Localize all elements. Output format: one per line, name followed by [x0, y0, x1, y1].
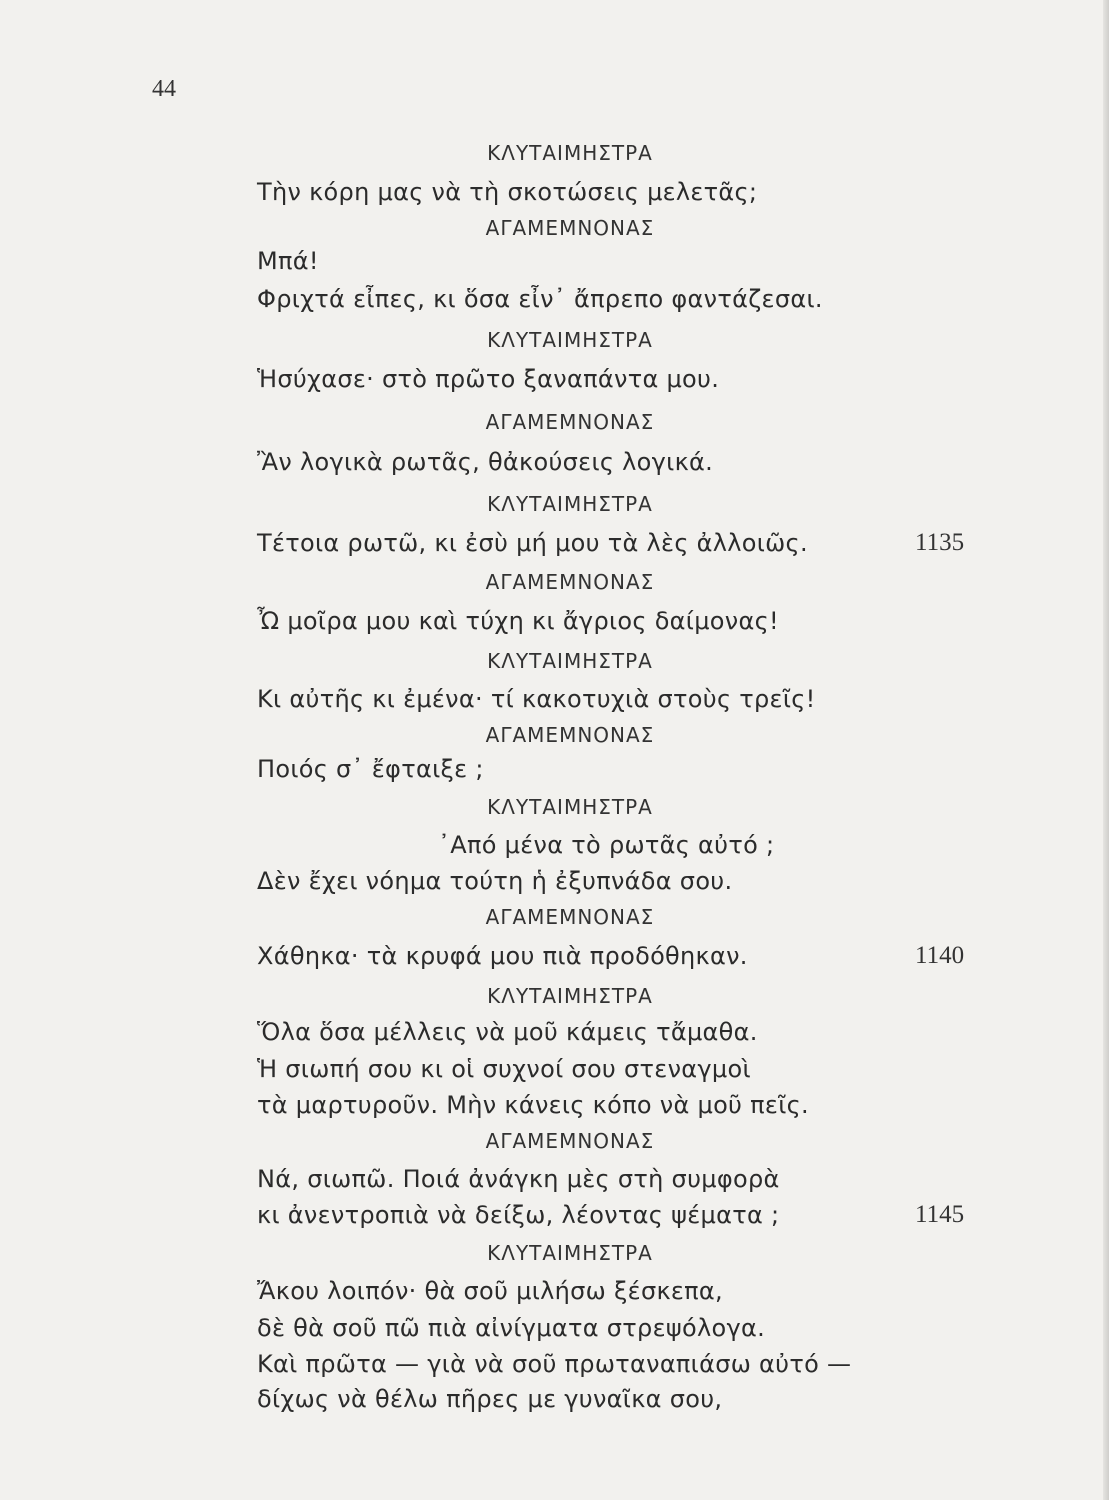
- verse-line: ᾽Από μένα τὸ ρωτᾶς αὐτό ;: [438, 831, 775, 859]
- speaker-name: ΑΓΑΜΕΜΝΟΝΑΣ: [485, 570, 655, 594]
- page-number: 44: [152, 76, 176, 102]
- verse-line: Καὶ πρῶτα — γιὰ νὰ σοῦ πρωταναπιάσω αὐτό —: [257, 1350, 852, 1378]
- verse-line: δὲ θὰ σοῦ πῶ πιὰ αἰνίγματα στρεψόλογα.: [257, 1314, 766, 1342]
- verse-line: Ἡ σιωπή σου κι οἱ συχνοί σου στεναγμοὶ: [257, 1055, 751, 1083]
- verse-line: τὰ μαρτυροῦν. Μὴν κάνεις κόπο νὰ μοῦ πεῖς.: [257, 1091, 809, 1119]
- verse-line: Νά, σιωπῶ. Ποιά ἀνάγκη μὲς στὴ συμφορὰ: [257, 1165, 780, 1193]
- verse-number: 1145: [915, 1201, 965, 1228]
- verse-line: Τέτοια ρωτῶ, κι ἐσὺ μή μου τὰ λὲς ἀλλοιῶς.: [257, 529, 808, 557]
- verse-line: Ὦ μοῖρα μου καὶ τύχη κι ἄγριος δαίμονας!: [257, 607, 779, 635]
- speaker-name: ΚΛΥΤΑΙΜΗΣΤΡΑ: [487, 795, 653, 819]
- verse-line: Δὲν ἔχει νόημα τούτη ἡ ἐξυπνάδα σου.: [257, 867, 733, 895]
- verse-line: δίχως νὰ θέλω πῆρες με γυναῖκα σου,: [257, 1385, 723, 1413]
- speaker-name: ΑΓΑΜΕΜΝΟΝΑΣ: [485, 216, 655, 240]
- speaker-name: ΑΓΑΜΕΜΝΟΝΑΣ: [485, 410, 655, 434]
- verse-line: Κι αὐτῆς κι ἐμένα· τί κακοτυχιὰ στοὺς τρεῖς!: [257, 685, 816, 713]
- verse-line: Ὅλα ὅσα μέλλεις νὰ μοῦ κάμεις τἄμαθα.: [257, 1018, 758, 1046]
- speaker-name: ΚΛΥΤΑΙΜΗΣΤΡΑ: [487, 1241, 653, 1265]
- verse-number: 1135: [915, 529, 965, 556]
- verse-line: Ἄκου λοιπόν· θὰ σοῦ μιλήσω ξέσκεπα,: [257, 1277, 723, 1305]
- verse-line: Ἡσύχασε· στὸ πρῶτο ξαναπάντα μου.: [257, 365, 720, 393]
- verse-line: Τὴν κόρη μας νὰ τὴ σκοτώσεις μελετᾶς;: [257, 178, 758, 206]
- speaker-name: ΚΛΥΤΑΙΜΗΣΤΡΑ: [487, 141, 653, 165]
- speaker-name: ΚΛΥΤΑΙΜΗΣΤΡΑ: [487, 649, 653, 673]
- verse-number: 1140: [915, 942, 965, 969]
- page-edge-shadow: [1103, 0, 1109, 1500]
- verse-line: Μπά!: [257, 247, 319, 275]
- speaker-name: ΚΛΥΤΑΙΜΗΣΤΡΑ: [487, 492, 653, 516]
- verse-line: κι ἀνεντροπιὰ νὰ δείξω, λέοντας ψέματα ;: [257, 1201, 780, 1229]
- speaker-name: ΚΛΥΤΑΙΜΗΣΤΡΑ: [487, 328, 653, 352]
- verse-line: Φριχτά εἶπες, κι ὅσα εἶν᾽ ἄπρεπο φαντάζεσαι.: [257, 285, 823, 313]
- speaker-name: ΑΓΑΜΕΜΝΟΝΑΣ: [485, 723, 655, 747]
- verse-line: Χάθηκα· τὰ κρυφά μου πιὰ προδόθηκαν.: [257, 942, 748, 970]
- speaker-name: ΑΓΑΜΕΜΝΟΝΑΣ: [485, 905, 655, 929]
- verse-line: Ποιός σ᾽ ἔφταιξε ;: [257, 755, 484, 783]
- speaker-name: ΑΓΑΜΕΜΝΟΝΑΣ: [485, 1129, 655, 1153]
- speaker-name: ΚΛΥΤΑΙΜΗΣΤΡΑ: [487, 984, 653, 1008]
- verse-line: Ἂν λογικὰ ρωτᾶς, θἀκούσεις λογικά.: [257, 448, 714, 476]
